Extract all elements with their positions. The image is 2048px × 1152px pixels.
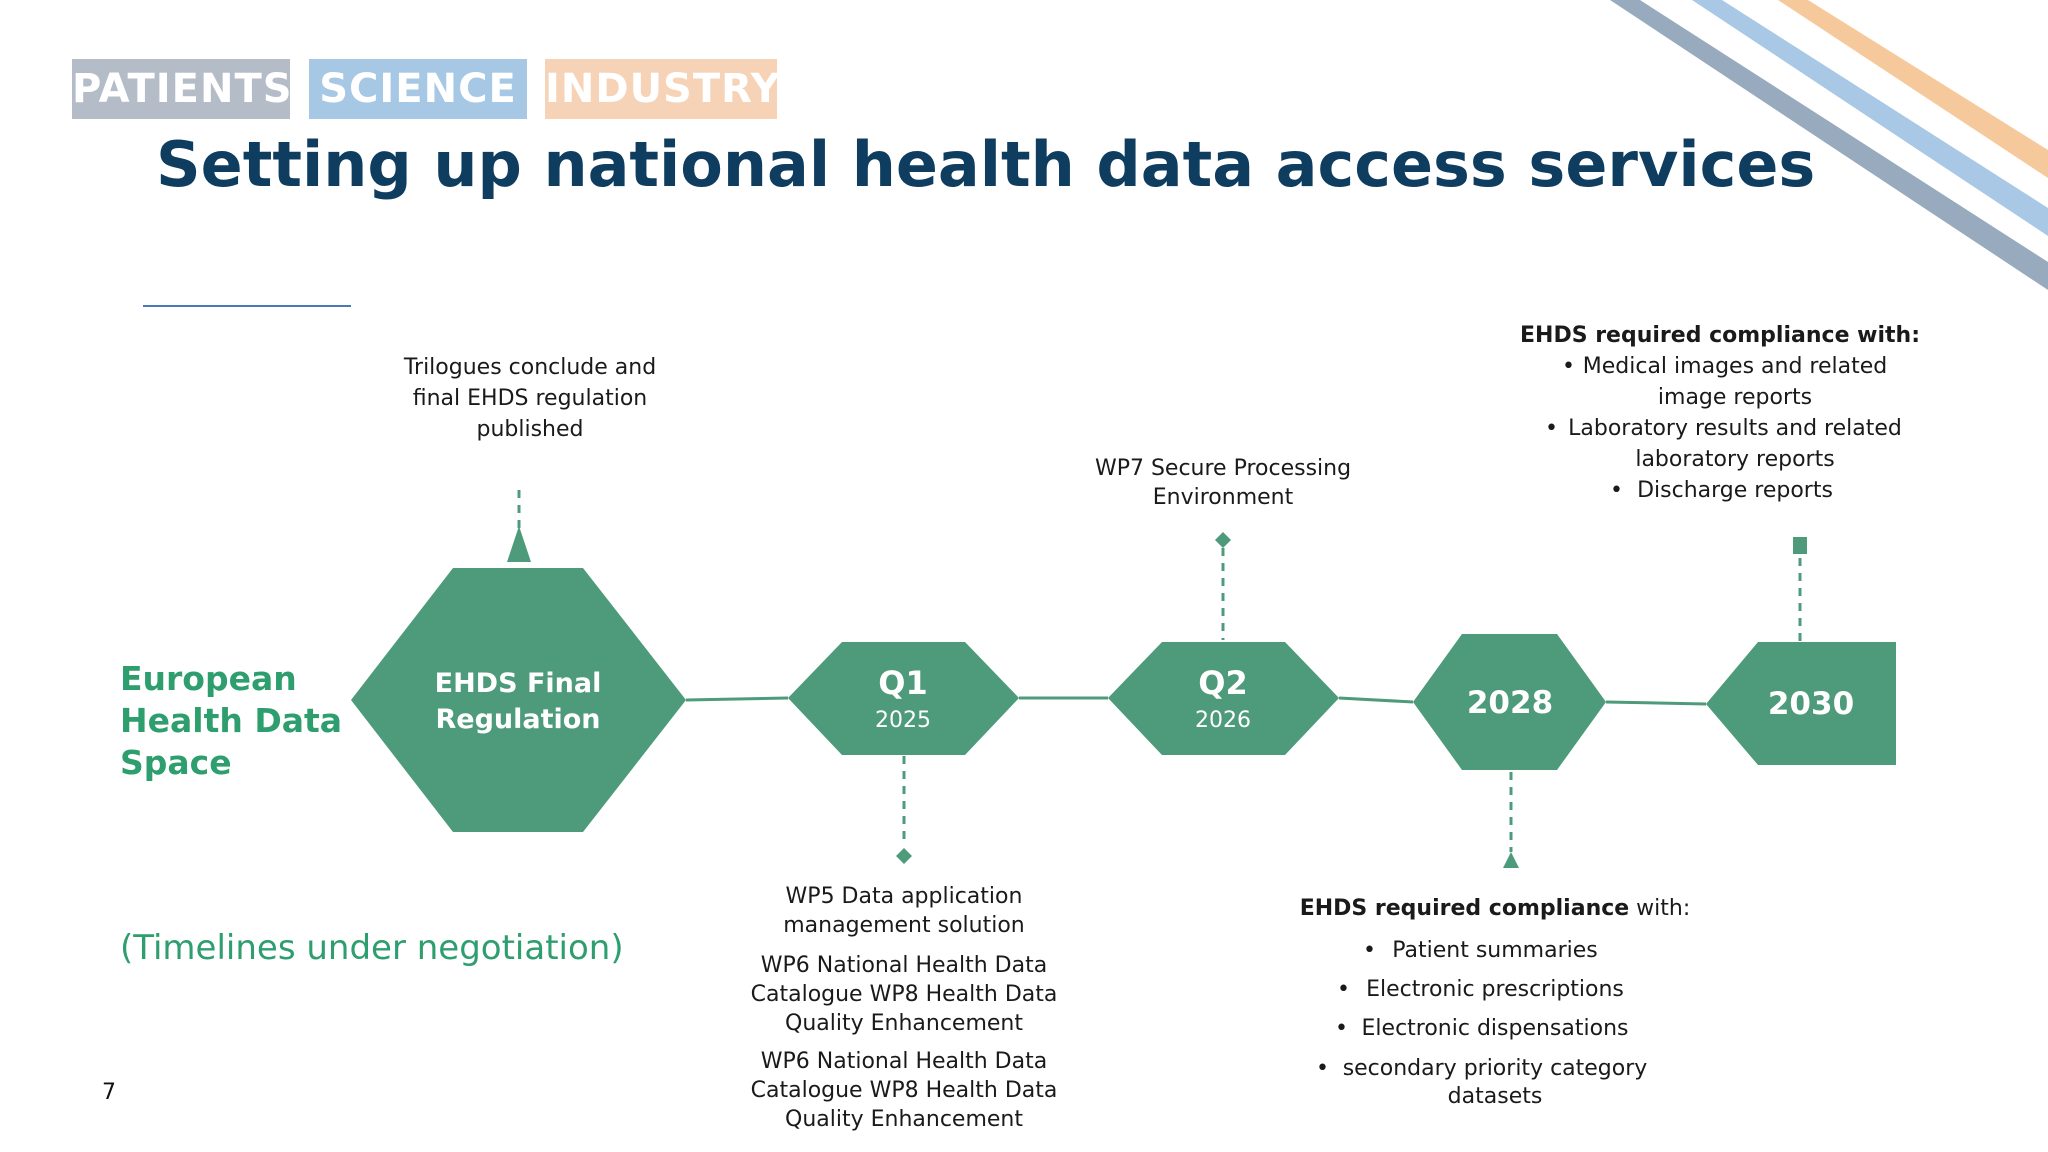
note-line: Quality Enhancement — [785, 1107, 1023, 1132]
compliance-item: • Medical images and related — [1562, 354, 1888, 379]
hexagon-ehds-final — [351, 568, 686, 832]
side-label-line: Space — [120, 743, 232, 782]
diamond-marker — [1215, 532, 1231, 548]
page-number: 7 — [102, 1080, 116, 1105]
milestone-label: EHDS Final — [434, 668, 602, 699]
compliance-heading-bold: EHDS required compliance — [1299, 896, 1630, 921]
milestone-year: 2026 — [1195, 708, 1251, 733]
milestone-label: 2028 — [1466, 685, 1554, 721]
tag-patients: PATIENTS — [72, 59, 290, 119]
connector-line — [1606, 702, 1706, 704]
compliance-item: • Laboratory results and related — [1545, 416, 1902, 441]
note-line: WP5 Data application — [785, 884, 1023, 909]
note-line: WP6 National Health Data — [760, 1049, 1048, 1074]
milestone-label: Q2 — [1198, 664, 1248, 702]
connector-line — [1339, 698, 1413, 702]
triangle-marker — [1503, 852, 1519, 868]
note-line: management solution — [783, 913, 1025, 938]
compliance-heading: EHDS required compliance with: — [1520, 323, 1920, 348]
note-line: WP6 National Health Data — [760, 953, 1048, 978]
compliance-item: • Discharge reports — [1610, 478, 1833, 503]
note-line: Trilogues conclude and — [403, 355, 657, 380]
note-line: WP7 Secure Processing — [1094, 456, 1352, 481]
connector-line — [686, 698, 788, 700]
triangle-marker — [507, 526, 531, 562]
compliance-item-continued: datasets — [1447, 1084, 1543, 1109]
compliance-2028 — [1275, 893, 1715, 1110]
page-title: Setting up national health data access services — [156, 128, 1816, 201]
side-label-line: Health Data — [120, 701, 343, 740]
note-line: published — [476, 417, 584, 442]
note-line: Catalogue WP8 Health Data — [750, 982, 1058, 1007]
compliance-heading — [1275, 893, 1715, 925]
note-trilogues — [380, 352, 680, 445]
note-wp6-first — [724, 951, 1084, 1038]
compliance-heading-rest: with: — [1629, 896, 1691, 921]
note-line: final EHDS regulation — [412, 386, 648, 411]
diamond-marker — [896, 848, 912, 864]
milestone-label: Regulation — [435, 704, 601, 735]
note-line: Catalogue WP8 Health Data — [750, 1078, 1058, 1103]
compliance-item: • Electronic prescriptions — [1337, 977, 1624, 1002]
note-line: Quality Enhancement — [785, 1011, 1023, 1036]
note-wp6-second — [724, 1047, 1084, 1134]
negotiation-note: (Timelines under negotiation) — [120, 928, 624, 968]
note-line: Environment — [1152, 485, 1294, 510]
compliance-item-continued: image reports — [1657, 385, 1813, 410]
note-wp7 — [1073, 454, 1373, 512]
compliance-2030 — [1500, 320, 1940, 506]
milestone-year: 2025 — [875, 708, 931, 733]
compliance-item: • Electronic dispensations — [1335, 1016, 1629, 1041]
milestone-label: Q1 — [878, 664, 928, 702]
side-label-line: European — [120, 659, 297, 698]
tag-industry: INDUSTRY — [545, 59, 777, 119]
note-wp5 — [724, 882, 1084, 940]
compliance-item: • Patient summaries — [1363, 938, 1598, 963]
compliance-item: • secondary priority category — [1316, 1056, 1648, 1081]
square-marker — [1793, 537, 1807, 554]
milestone-label: 2030 — [1767, 686, 1855, 722]
tag-science: SCIENCE — [309, 59, 527, 119]
compliance-item-continued: laboratory reports — [1635, 447, 1835, 472]
